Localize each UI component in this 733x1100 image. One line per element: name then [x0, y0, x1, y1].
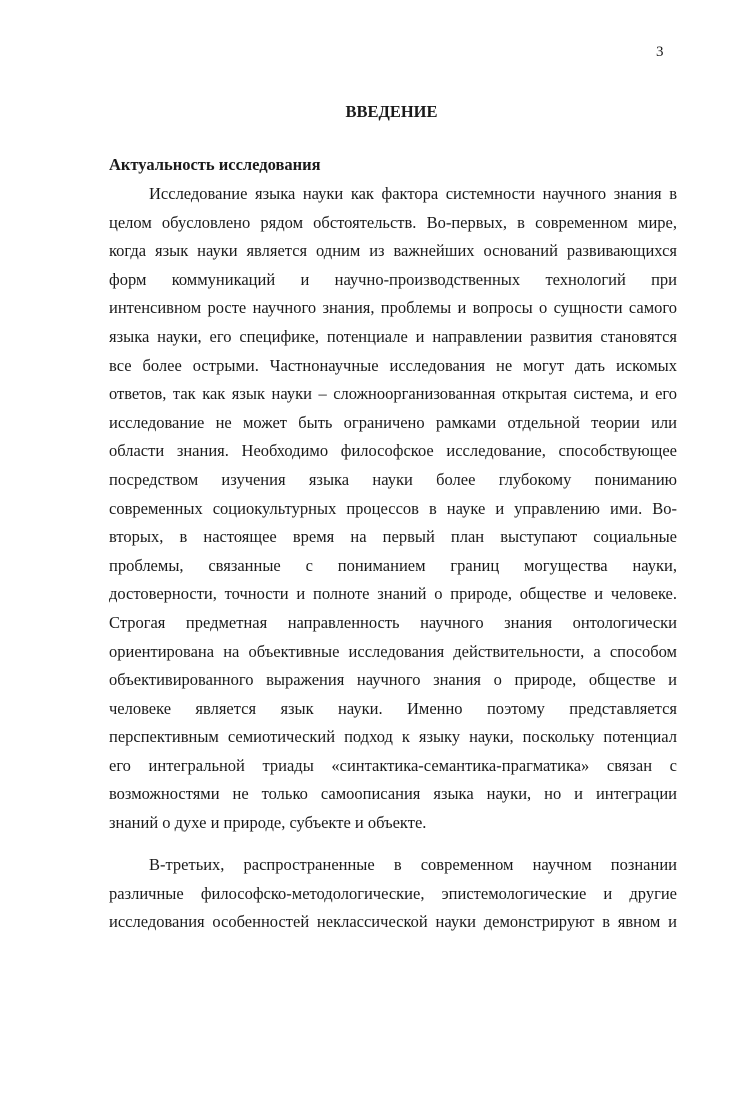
text-line: проблемы, связанные с пониманием границ могущества науки,: [109, 555, 677, 575]
text-line: все более острыми. Частнонаучные исследования не могут дать искомых: [109, 355, 677, 375]
text-line: когда язык науки является одним из важнейших оснований развивающихся: [109, 241, 677, 261]
text-line: целом обусловлено рядом обстоятельств. Во-первых, в современном мире,: [109, 212, 677, 232]
text-line: языка науки, его специфике, потенциале и направлении развития становятся: [109, 326, 677, 346]
page-number: 3: [656, 44, 664, 60]
text-line: исследования особенностей неклассической науки демонстрируют в явном и: [109, 912, 677, 932]
text-line: достоверности, точности и полноте знаний о природе, обществе и человеке.: [109, 584, 677, 604]
section-heading: Актуальность исследования: [109, 155, 321, 174]
text-line: вторых, в настоящее время на первый план выступают социальные: [109, 527, 677, 547]
text-line: перспективным семиотический подход к языку науки, поскольку потенциал: [109, 727, 677, 747]
text-line: Строгая предметная направленность научного знания онтологически: [109, 612, 677, 632]
text-line: ориентирована на объективные исследования действительности, а способом: [109, 641, 677, 661]
text-line: интенсивном росте научного знания, проблемы и вопросы о сущности самого: [109, 298, 677, 318]
text-line: форм коммуникаций и научно-производственных технологий при: [109, 269, 677, 289]
text-line: знаний о духе и природе, субъекте и объекте.: [109, 813, 427, 833]
paragraph-1: [109, 180, 677, 838]
text-line: различные философско-методологические, эпистемологические и другие: [109, 883, 677, 903]
text-line: области знания. Необходимо философское исследование, способствующее: [109, 441, 677, 461]
text-line: В-третьих, распространенные в современном научном познании: [149, 855, 677, 874]
text-line: возможностями не только самоописания языка науки, но и интеграции: [109, 784, 677, 804]
text-line: современных социокультурных процессов в науке и управлению ими. Во-: [109, 498, 677, 518]
text-line: человеке является язык науки. Именно поэтому представляется: [109, 698, 677, 718]
text-line: исследование не может быть ограничено рамками отдельной теории или: [109, 412, 677, 432]
paragraph-2: [109, 851, 677, 937]
page-title: ВВЕДЕНИЕ: [345, 102, 438, 121]
text-line: ответов, так как язык науки – сложноорганизованная открытая система, и его: [109, 384, 677, 404]
text-line: его интегральной триады «синтактика-семантика-прагматика» связан с: [109, 755, 677, 775]
text-line: объективированного выражения научного знания о природе, обществе и: [109, 670, 677, 690]
text-line: Исследование языка науки как фактора системности научного знания в: [149, 184, 677, 203]
text-line: посредством изучения языка науки более глубокому пониманию: [109, 469, 677, 489]
